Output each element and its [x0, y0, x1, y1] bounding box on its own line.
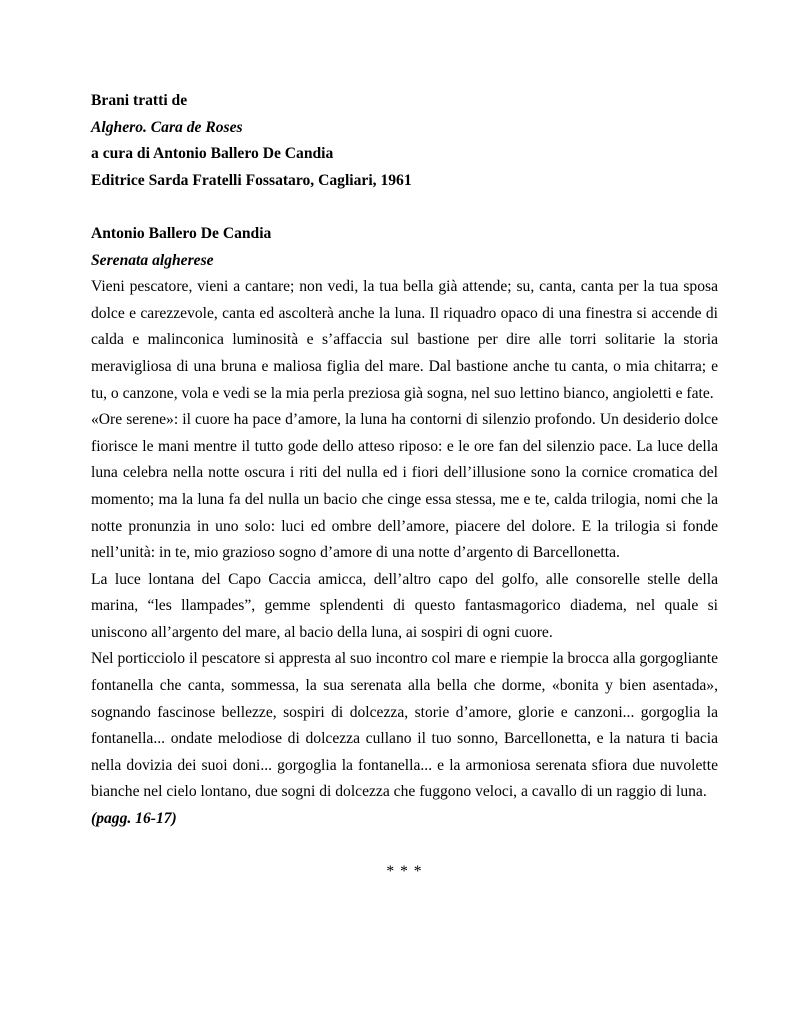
page-reference: (pagg. 16-17) — [91, 810, 177, 828]
section-separator: * * * — [386, 862, 423, 880]
document-page — [91, 88, 718, 885]
book-title: Alghero. Cara de Roses — [91, 118, 243, 136]
header-intro: Brani tratti de — [91, 92, 188, 109]
paragraph: Nel porticciolo il pescatore si appresta al suo incontro col mare e riempie la brocca alla gorgogliante fontanella che canta, sommessa, la sua serenata alla bella che dorme, «bonita y bien asentada», sognando fascinose bellezze, sospiri di dolcezza, storie d’amore, glorie e canzoni... gorgoglia la fontanella... ondate melodiose di dolcezza cullano il tuo sonno, Barcellonetta, e la natura ti bacia nella dovizia dei suoi doni... gorgoglia la fontanella... e la armoniosa serenata sfiora due nuvolette bianche nel cielo lontano, due sogni di dolcezza che fuggono veloci, a cavallo di un raggio di luna. — [91, 650, 718, 801]
paragraph: Vieni pescatore, vieni a cantare; non vedi, la tua bella già attende; su, canta, canta per la tua sposa dolce e carezzevole, canta ed ascolterà anche la luna. Il riquadro opaco di una finestra si accende di calda e malinconica luminosità e s’affaccia sul bastione per dire alle torri solitarie la storia meravigliosa di una bruna e maliosa figlia del mare. Dal bastione anche tu canta, o mia chitarra; e tu, o canzone, vola e vedi se la mia perla preziosa già sogna, nel suo lettino bianco, angioletti e fate. — [91, 278, 718, 402]
paragraph: La luce lontana del Capo Caccia amicca, dell’altro capo del golfo, alle consorelle stelle della marina, “les llampades”, gemme splendenti di questo fantasmagorico diadema, nel quale si uniscono all’argento del mare, al bacio della luna, ai sospiri di ogni cuore. — [91, 570, 718, 641]
curator-line: a cura di Antonio Ballero De Candia — [91, 145, 334, 163]
section-title: Serenata algherese — [91, 251, 214, 269]
blank-line — [91, 194, 718, 221]
section-author: Antonio Ballero De Candia — [91, 224, 272, 242]
publisher-line: Editrice Sarda Fratelli Fossataro, Cagliari, 1961 — [91, 171, 412, 189]
paragraph: «Ore serene»: il cuore ha pace d’amore, la luna ha contorni di silenzio profondo. Un desiderio dolce fiorisce le mani mentre il tutto gode dello atteso riposo: e le ore fan del silenzio pace. La luce della luna celebra nella notte oscura i riti del nulla ed i fiori dell’illusione sono la cornice cromatica del momento; ma la luna fa del nulla un bacio che cinge essa stessa, me e te, calda trilogia, nomi che la notte pronunzia in uno solo: luci ed ombre dell’amore, piacere del dolore. E la trilogia si fonde nell’unità: in te, mio grazioso sogno d’amore di una notte d’argento di Barcellonetta. — [91, 411, 718, 562]
